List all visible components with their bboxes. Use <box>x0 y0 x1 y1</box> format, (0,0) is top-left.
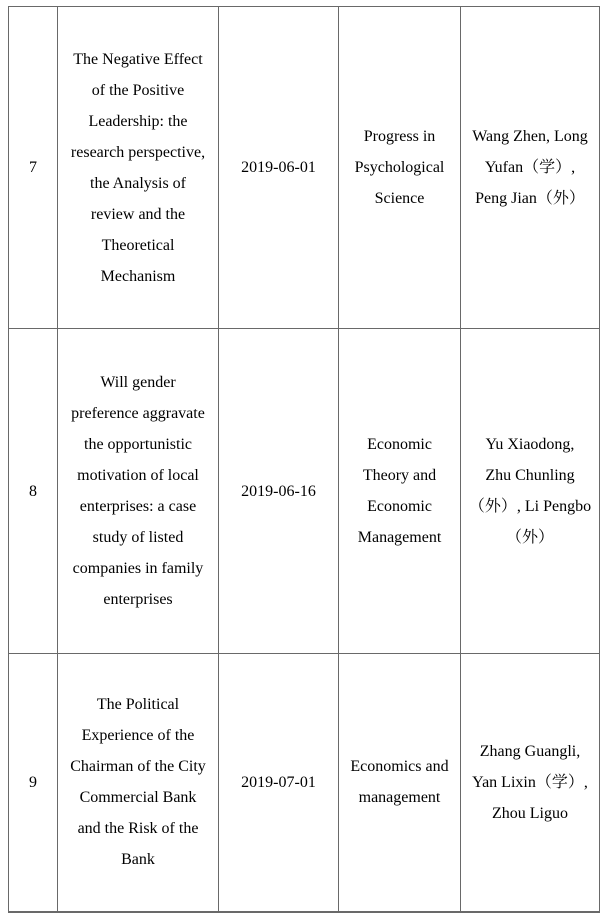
cell-authors: Wang Zhen, Long Yufan（学）, Peng Jian（外） <box>461 7 600 329</box>
table-row <box>9 7 600 329</box>
cell-journal: Economics and management <box>339 654 461 912</box>
cell-row-number: 7 <box>9 7 58 329</box>
table-row <box>9 329 600 654</box>
cell-paper-title: Will gender preference aggravate the opportunistic motivation of local enterprises: a case study of listed companies in family enterprises <box>58 329 219 654</box>
cell-journal: Economic Theory and Economic Management <box>339 329 461 654</box>
cell-row-number: 8 <box>9 329 58 654</box>
cell-journal: Progress in Psychological Science <box>339 7 461 329</box>
cell-publish-date: 2019-07-01 <box>219 654 339 912</box>
publications-table <box>8 6 600 913</box>
cell-authors: Yu Xiaodong, Zhu Chunling （外）, Li Pengbo （外） <box>461 329 600 654</box>
cell-publish-date: 2019-06-16 <box>219 329 339 654</box>
cell-publish-date: 2019-06-01 <box>219 7 339 329</box>
cell-paper-title: The Political Experience of the Chairman of the City Commercial Bank and the Risk of the Bank <box>58 654 219 912</box>
cell-paper-title: The Negative Effect of the Positive Leadership: the research perspective, the Analysis of review and the Theoretical Mechanism <box>58 7 219 329</box>
cell-row-number: 9 <box>9 654 58 912</box>
table-row <box>9 654 600 912</box>
cell-authors: Zhang Guangli, Yan Lixin（学）, Zhou Liguo <box>461 654 600 912</box>
